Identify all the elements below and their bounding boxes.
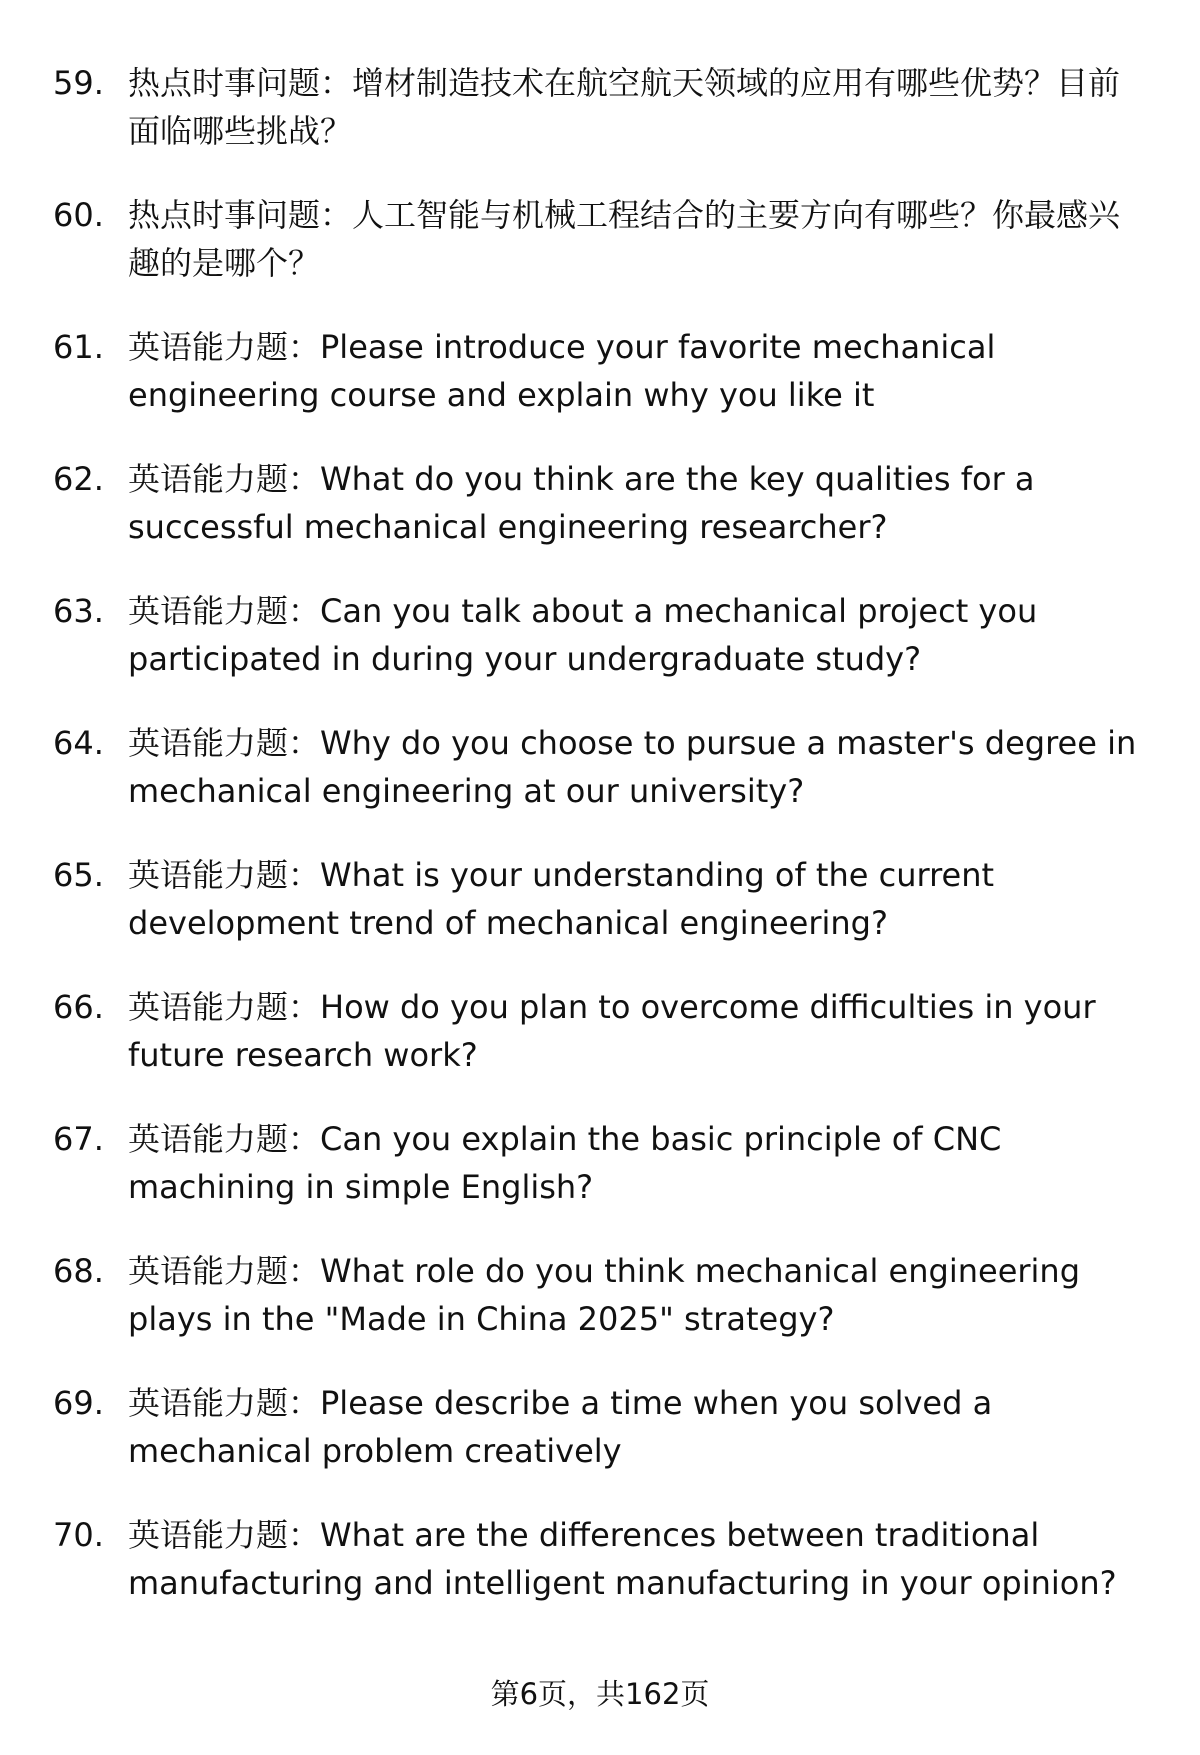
question-item [0,455,1200,551]
question-text: 热点时事问题：人工智能与机械工程结合的主要方向有哪些？你最感兴趣的是哪个？ [128,196,1121,282]
question-item [0,983,1200,1079]
question-item [0,1247,1200,1343]
question-item [0,1115,1200,1211]
question-item [0,323,1200,419]
question-item [0,1379,1200,1475]
question-text: 英语能力题：What are the differences between traditional manufacturing and intelligent manufacturing in your opinion? [128,1516,1117,1602]
question-text: 英语能力题：Can you explain the basic principle of CNC machining in simple English? [128,1120,1002,1206]
question-text: 英语能力题：Why do you choose to pursue a master's degree in mechanical engineering at our university? [128,724,1137,810]
page-footer: 第6页，共162页 [490,1677,710,1711]
question-number: 66. [53,988,104,1026]
question-item [0,587,1200,683]
question-number: 62. [53,460,104,498]
question-text: 英语能力题：What do you think are the key qualities for a successful mechanical engineering researcher? [128,460,1035,546]
question-number: 65. [53,856,104,894]
question-text: 英语能力题：Can you talk about a mechanical project you participated in during your undergraduate study? [128,592,1038,678]
question-number: 70. [53,1516,104,1554]
question-number: 59. [53,64,104,102]
question-text: 热点时事问题：增材制造技术在航空航天领域的应用有哪些优势？目前面临哪些挑战？ [128,64,1121,150]
question-item [0,719,1200,815]
question-text: 英语能力题：What role do you think mechanical engineering plays in the "Made in China 2025" strategy? [128,1252,1081,1338]
question-item [0,191,1200,287]
question-number: 67. [53,1120,104,1158]
question-text: 英语能力题：Please describe a time when you solved a mechanical problem creatively [128,1384,993,1470]
question-item [0,1511,1200,1607]
question-number: 63. [53,592,104,630]
question-text: 英语能力题：What is your understanding of the current development trend of mechanical engineering? [128,856,995,942]
question-number: 69. [53,1384,104,1422]
question-number: 60. [53,196,104,234]
question-number: 61. [53,328,104,366]
question-item [0,851,1200,947]
question-text: 英语能力题：Please introduce your favorite mechanical engineering course and explain why you like it [128,328,996,414]
question-item [0,59,1200,155]
question-number: 64. [53,724,104,762]
question-number: 68. [53,1252,104,1290]
question-list [0,59,1200,1643]
question-text: 英语能力题：How do you plan to overcome difficulties in your future research work? [128,988,1096,1074]
